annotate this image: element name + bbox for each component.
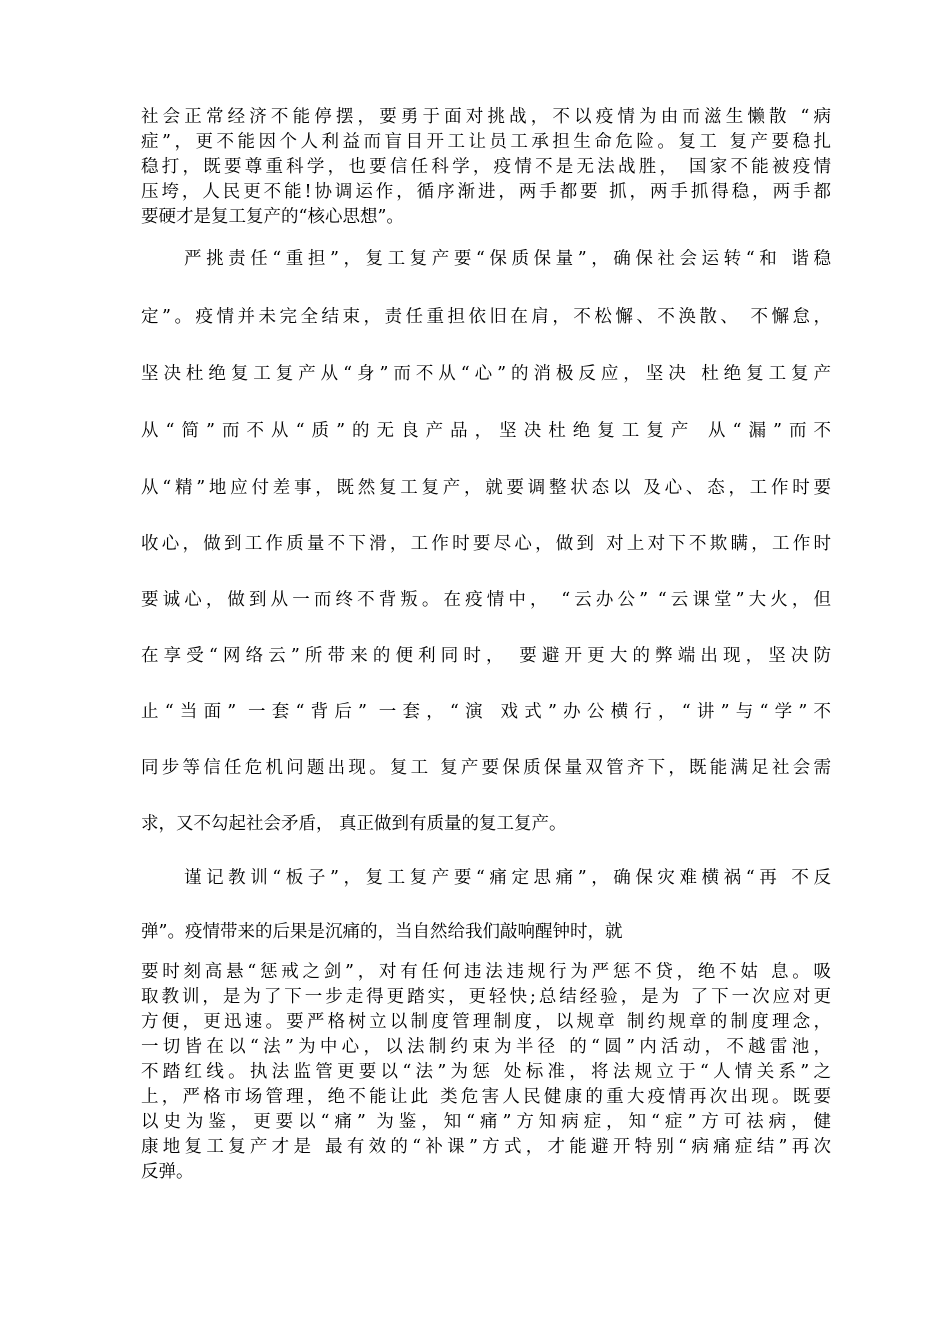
text-line: 从“精”地应付差事，既然复工复产，就要调整状态以 及心、态，工作时要 <box>141 478 831 498</box>
text-line: 要时刻高悬“惩戒之剑”，对有任何违法违规行为严惩不贷，绝不姑 息。吸 <box>141 962 831 982</box>
text-line: 症”，更不能因个人利益而盲目开工让员工承担生命危险。复工 复产要稳扎 <box>141 132 831 152</box>
text-line: 上，严格市场管理，绝不能让此 类危害人民健康的重大疫情再次出现。既要 <box>141 1087 831 1107</box>
text-line: 从“简”而不从“质”的无良产品，坚决杜绝复工复产 从“漏”而不 <box>141 421 831 441</box>
text-line: 取教训，是为了下一步走得更踏实，更轻快;总结经验，是为 了下一次应对更 <box>141 987 831 1007</box>
text-line: 稳打，既要尊重科学，也要信任科学，疫情不是无法战胜， 国家不能被疫情 <box>141 157 831 177</box>
text-line: 谨记教训“板子”，复工复产要“痛定思痛”，确保灾难横祸“再 不反 <box>184 868 831 888</box>
text-line: 收心，做到工作质量不下滑，工作时要尽心，做到 对上对下不欺瞒，工作时 <box>141 534 831 554</box>
text-line: 同步等信任危机问题出现。复工 复产要保质保量双管齐下，既能满足社会需 <box>141 758 831 778</box>
text-line: 止“当面” 一套“背后” 一套，“演 戏式”办公横行，“讲”与“学”不 <box>141 702 831 722</box>
text-line: 以史为鉴，更要以“痛” 为鉴，知“痛”方知病症，知“症”方可祛病，健 <box>141 1112 831 1132</box>
text-line: 一切皆在以“法”为中心，以法制约束为半径 的“圆”内活动，不越雷池， <box>141 1037 831 1057</box>
text-line: 坚决杜绝复工复产从“身”而不从“心”的消极反应，坚决 杜绝复工复产 <box>141 364 831 384</box>
text-line: 定”。疫情并未完全结束，责任重担依旧在肩，不松懈、不涣散、 不懈怠， <box>141 307 831 327</box>
text-line: 康地复工复产才是 最有效的“补课”方式，才能避开特别“病痛症结”再次 <box>141 1137 831 1157</box>
text-line: 求，又不勾起社会矛盾， 真正做到有质量的复工复产。 <box>141 814 567 834</box>
text-line: 在享受“网络云”所带来的便利同时， 要避开更大的弊端出现，坚决防 <box>141 646 831 666</box>
text-line: 方便，更迅速。要严格树立以制度管理制度，以规章 制约规章的制度理念， <box>141 1012 831 1032</box>
text-line: 社会正常经济不能停摆，要勇于面对挑战，不以疫情为由而滋生懒散 “病 <box>141 107 831 127</box>
text-line: 要硬才是复工复产的“核心思想”。 <box>141 207 404 227</box>
text-line: 反弹。 <box>141 1162 194 1182</box>
text-line: 压垮，人民更不能!协调运作，循序渐进，两手都要 抓，两手抓得稳，两手都 <box>141 182 831 202</box>
text-line: 严挑责任“重担”，复工复产要“保质保量”，确保社会运转“和 谐稳 <box>184 249 831 269</box>
text-line: 要诚心，做到从一而终不背叛。在疫情中， “云办公” “云课堂”大火，但 <box>141 590 831 610</box>
text-line: 不踏红线。执法监管更要以“法”为惩 处标准，将法规立于“人情关系”之 <box>141 1062 831 1082</box>
text-line: 弹”。疫情带来的后果是沉痛的，当自然给我们敲响醒钟时，就 <box>141 922 623 942</box>
